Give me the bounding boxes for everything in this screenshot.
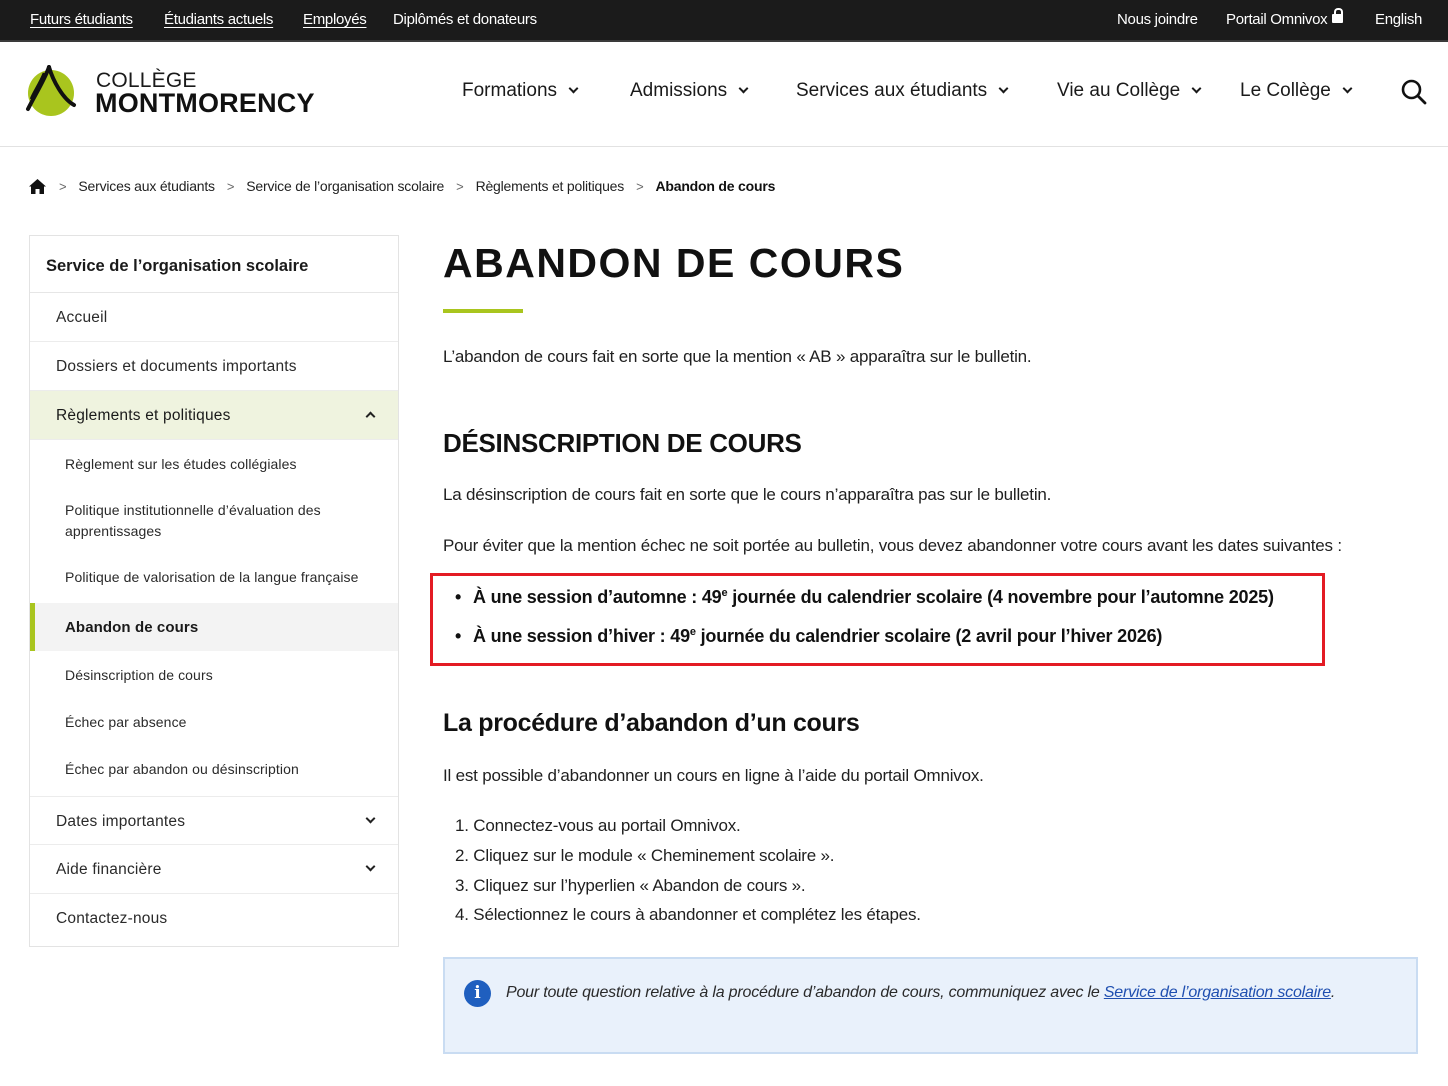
ordinal-suffix: e xyxy=(689,626,696,638)
home-icon[interactable] xyxy=(28,178,47,195)
nav-label: Le Collège xyxy=(1240,80,1331,101)
sidebar-item-label: Dates importantes xyxy=(56,813,186,830)
nav-services-etudiants[interactable] xyxy=(796,80,1007,102)
desinscription-paragraph: La désinscription de cours fait en sorte que le cours n’apparaîtra pas sur le bulletin. xyxy=(443,485,1052,504)
info-text-end: . xyxy=(1330,984,1336,1001)
sidebar-item-label: Aide financière xyxy=(56,861,162,878)
title-accent-bar xyxy=(443,309,523,313)
sidebar-subitem-echec-abandon[interactable]: Échec par abandon ou désinscription xyxy=(65,761,299,777)
nav-label: Services aux étudiants xyxy=(796,80,988,101)
chevron-up-icon[interactable] xyxy=(366,412,376,422)
breadcrumb-current: Abandon de cours xyxy=(655,178,776,194)
sidebar-item-accueil[interactable] xyxy=(30,293,398,342)
link-portail-omnivox[interactable] xyxy=(1226,11,1343,28)
nav-label: Admissions xyxy=(630,80,728,101)
deadline-suffix: journée du calendrier scolaire (4 novembre pour l’automne 2025) xyxy=(727,587,1274,607)
sidebar-item-label: Accueil xyxy=(56,309,108,326)
procedure-step: 2. Cliquez sur le module « Cheminement scolaire ». xyxy=(455,846,835,865)
chevron-down-icon xyxy=(569,84,579,94)
sidebar-subitem-echec-absence[interactable]: Échec par absence xyxy=(65,714,187,730)
info-text: Pour toute question relative à la procédure d’abandon de cours, communiquez avec le xyxy=(506,984,1104,1001)
procedure-step: 1. Connectez-vous au portail Omnivox. xyxy=(455,816,741,835)
section-heading-desinscription: DÉSINSCRIPTION DE COURS xyxy=(443,428,802,458)
nav-admissions[interactable] xyxy=(630,80,747,102)
intro-paragraph: L’abandon de cours fait en sorte que la mention « AB » apparaîtra sur le bulletin. xyxy=(443,347,1032,366)
sidebar-item-label: Règlements et politiques xyxy=(56,407,231,424)
sidebar-subitem-politique-langue[interactable]: Politique de valorisation de la langue française xyxy=(65,569,359,585)
sidebar-subitem-abandon-cours[interactable]: Abandon de cours xyxy=(30,603,398,651)
site-header xyxy=(0,42,1448,147)
link-english[interactable]: English xyxy=(1375,11,1423,28)
chevron-down-icon xyxy=(999,84,1009,94)
logo-text-college: COLLÈGE xyxy=(96,69,197,92)
breadcrumb-separator: > xyxy=(226,178,235,194)
link-service-organisation-scolaire[interactable]: Service de l’organisation scolaire xyxy=(1103,984,1331,1001)
sidebar-item-label: Contactez-nous xyxy=(56,910,168,927)
chevron-down-icon xyxy=(1342,84,1352,94)
college-logo-icon[interactable] xyxy=(25,65,77,117)
sidebar-submenu xyxy=(30,440,398,796)
link-nous-joindre[interactable]: Nous joindre xyxy=(1117,11,1198,28)
chevron-down-icon[interactable] xyxy=(366,814,376,824)
link-employes[interactable]: Employés xyxy=(303,11,367,28)
deadline-hiver xyxy=(455,626,1162,647)
deadline-automne xyxy=(455,587,1274,608)
deadline-prefix: À une session d’hiver : 49 xyxy=(473,626,690,646)
breadcrumb-separator: > xyxy=(456,178,464,194)
breadcrumb-services-etudiants[interactable]: Services aux étudiants xyxy=(78,178,215,194)
chevron-down-icon xyxy=(1192,84,1202,94)
sidebar-item-label: Dossiers et documents importants xyxy=(56,358,297,375)
section-heading-procedure: La procédure d’abandon d’un cours xyxy=(443,709,860,737)
breadcrumb-reglements[interactable]: Règlements et politiques xyxy=(475,178,625,194)
breadcrumb-organisation-scolaire[interactable]: Service de l’organisation scolaire xyxy=(246,178,445,194)
info-callout xyxy=(443,957,1418,1054)
sidebar-nav xyxy=(29,235,399,947)
sidebar-item-dates[interactable] xyxy=(30,796,398,845)
utility-bar xyxy=(0,0,1448,42)
info-icon: i xyxy=(464,980,491,1007)
link-futurs-etudiants[interactable]: Futurs étudiants xyxy=(30,11,133,28)
sidebar-subitem-politique-evaluation[interactable]: Politique institutionnelle d’évaluation des apprentissages xyxy=(65,502,321,539)
link-etudiants-actuels[interactable]: Étudiants actuels xyxy=(164,11,274,28)
sidebar-item-reglements[interactable] xyxy=(30,391,398,440)
ordinal-suffix: e xyxy=(721,587,728,599)
dates-intro-paragraph: Pour éviter que la mention échec ne soit portée au bulletin, vous devez abandonner votre cours avant les dates suivantes : xyxy=(443,536,1342,555)
procedure-step: 4. Sélectionnez le cours à abandonner et complétez les étapes. xyxy=(455,905,921,924)
sidebar-subitem-reglement-etudes[interactable]: Règlement sur les études collégiales xyxy=(65,456,297,472)
info-callout-text xyxy=(506,980,1356,1005)
nav-le-college[interactable] xyxy=(1240,80,1351,102)
sidebar-item-aide-financiere[interactable] xyxy=(30,845,398,894)
sidebar-item-dossiers[interactable] xyxy=(30,342,398,391)
breadcrumb xyxy=(28,176,775,196)
link-diplomes-donateurs[interactable]: Diplômés et donateurs xyxy=(393,11,537,28)
page-title: ABANDON DE COURS xyxy=(443,240,905,286)
procedure-step: 3. Cliquez sur l’hyperlien « Abandon de cours ». xyxy=(455,876,806,895)
nav-label: Vie au Collège xyxy=(1057,80,1181,101)
deadline-prefix: À une session d’automne : 49 xyxy=(473,587,722,607)
nav-formations[interactable] xyxy=(462,80,577,102)
nav-vie-au-college[interactable] xyxy=(1057,80,1200,102)
chevron-down-icon xyxy=(739,84,749,94)
sidebar-item-contact[interactable] xyxy=(30,894,398,946)
procedure-paragraph: Il est possible d’abandonner un cours en ligne à l’aide du portail Omnivox. xyxy=(443,766,984,785)
lock-icon xyxy=(1332,14,1343,23)
portail-omnivox-label: Portail Omnivox xyxy=(1226,11,1328,28)
sidebar-subitem-desinscription[interactable]: Désinscription de cours xyxy=(65,667,213,683)
breadcrumb-separator: > xyxy=(636,178,644,194)
chevron-down-icon[interactable] xyxy=(366,862,376,872)
breadcrumb-separator: > xyxy=(59,178,67,194)
logo-text-montmorency: MONTMORENCY xyxy=(95,88,315,118)
search-icon[interactable] xyxy=(1401,79,1427,105)
nav-label: Formations xyxy=(462,80,558,101)
deadline-suffix: journée du calendrier scolaire (2 avril pour l’hiver 2026) xyxy=(695,626,1163,646)
sidebar-title[interactable]: Service de l’organisation scolaire xyxy=(30,236,398,293)
